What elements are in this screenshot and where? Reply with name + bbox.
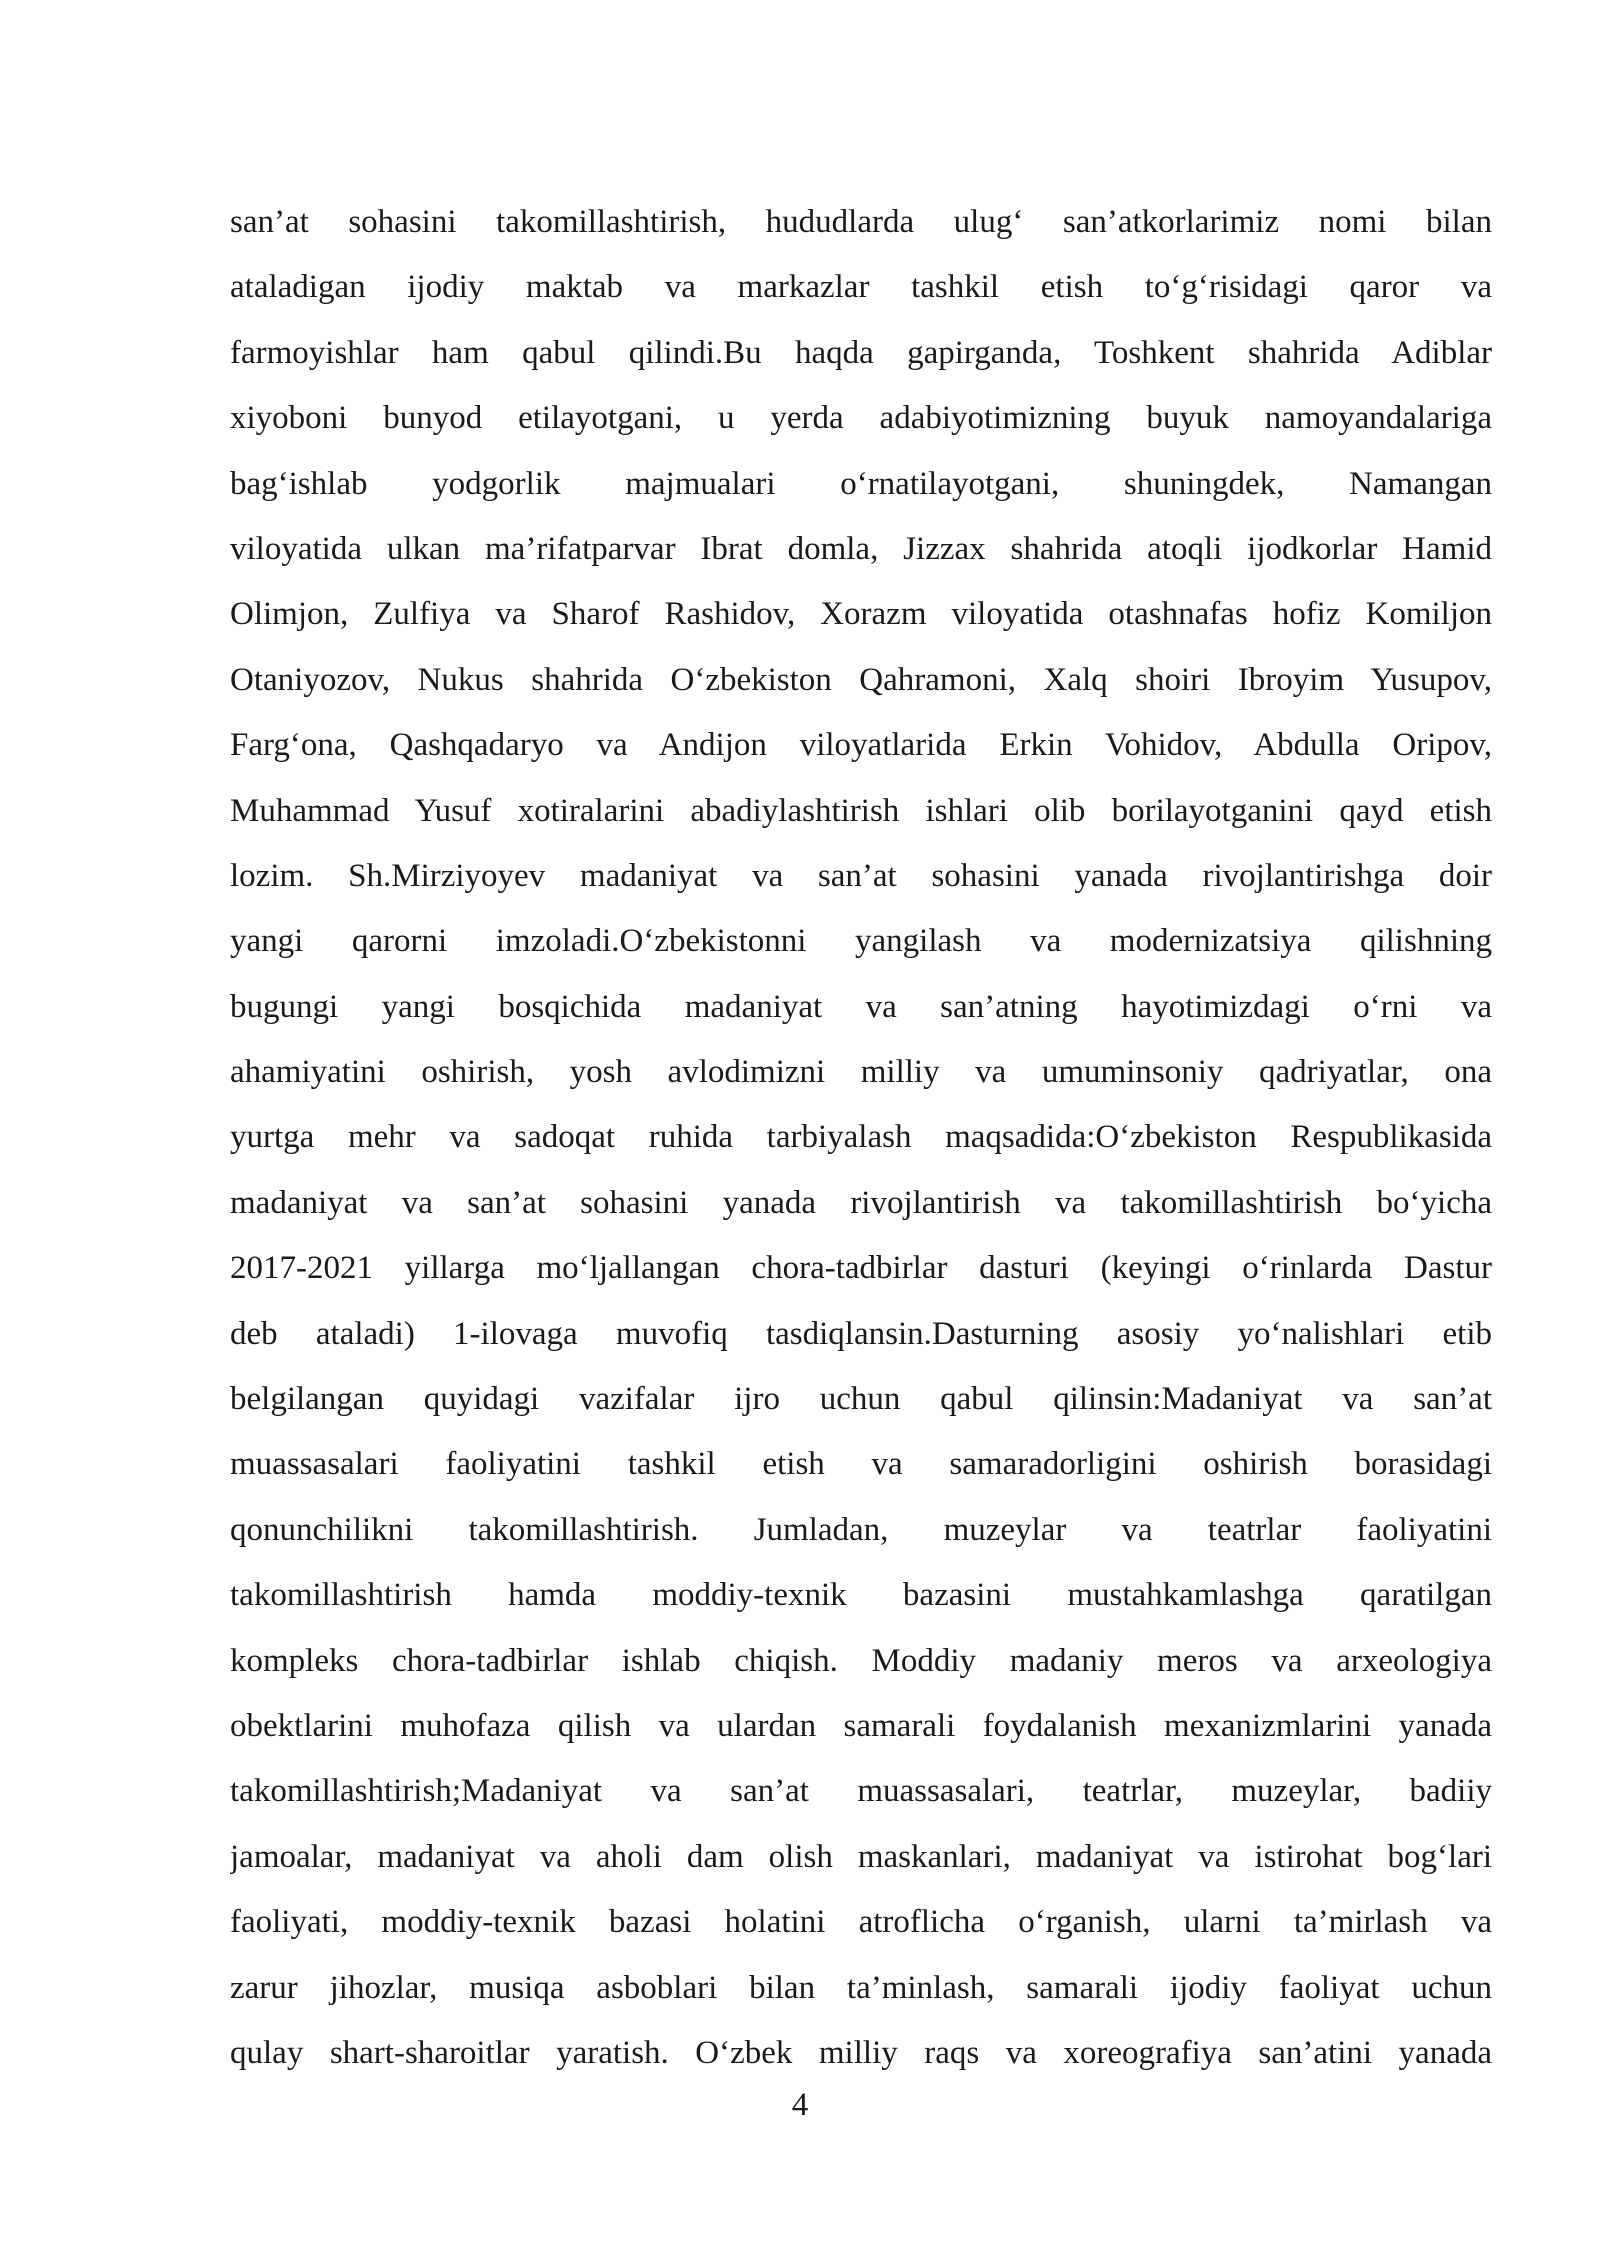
text-line: yangi qarorni imzoladi.O‘zbekistonni yangilash va modernizatsiya qilishning xyxy=(230,923,1492,960)
text-line: farmoyishlar ham qabul qilindi.Bu haqda gapirganda, Toshkent shahrida Adiblar xyxy=(230,334,1492,371)
text-line: qonunchilikni takomillashtirish. Jumladan, muzeylar va teatrlar faoliyatini xyxy=(230,1511,1492,1548)
text-line: madaniyat va san’at sohasini yanada rivojlantirish va takomillashtirish bo‘yicha xyxy=(230,1184,1492,1221)
text-line: muassasalari faoliyatini tashkil etish va samaradorligini oshirish borasidagi xyxy=(230,1446,1492,1483)
text-line: jamoalar, madaniyat va aholi dam olish maskanlari, madaniyat va istirohat bog‘lari xyxy=(230,1838,1492,1875)
page-number: 4 xyxy=(791,2087,809,2123)
text-line: obektlarini muhofaza qilish va ulardan samarali foydalanish mexanizmlarini yanada xyxy=(230,1707,1492,1744)
text-line: Farg‘ona, Qashqadaryo va Andijon viloyatlarida Erkin Vohidov, Abdulla Oripov, xyxy=(230,727,1492,764)
text-line: 2017-2021 yillarga mo‘ljallangan chora-tadbirlar dasturi (keyingi o‘rinlarda Dastur xyxy=(230,1250,1492,1287)
text-line: takomillashtirish;Madaniyat va san’at muassasalari, teatrlar, muzeylar, badiiy xyxy=(230,1773,1492,1810)
text-line: bugungi yangi bosqichida madaniyat va san’atning hayotimizdagi o‘rni va xyxy=(230,988,1492,1025)
text-line: viloyatida ulkan ma’rifatparvar Ibrat domla, Jizzax shahrida atoqli ijodkorlar Hamid xyxy=(230,530,1492,567)
text-line: zarur jihozlar, musiqa asboblari bilan ta’minlash, samarali ijodiy faoliyat uchun xyxy=(230,1969,1492,2006)
text-line: ataladigan ijodiy maktab va markazlar tashkil etish to‘g‘risidagi qaror va xyxy=(230,269,1492,306)
text-line: kompleks chora-tadbirlar ishlab chiqish. Moddiy madaniy meros va arxeologiya xyxy=(230,1642,1492,1679)
text-line: Olimjon, Zulfiya va Sharof Rashidov, Xorazm viloyatida otashnafas hofiz Komiljon xyxy=(230,596,1492,633)
text-line: yurtga mehr va sadoqat ruhida tarbiyalash maqsadida:O‘zbekiston Respublikasida xyxy=(230,1119,1492,1156)
text-line: Otaniyozov, Nukus shahrida O‘zbekiston Qahramoni, Xalq shoiri Ibroyim Yusupov, xyxy=(230,661,1492,698)
text-line: san’at sohasini takomillashtirish, hududlarda ulug‘ san’atkorlarimiz nomi bilan xyxy=(230,204,1492,240)
text-line: ahamiyatini oshirish, yosh avlodimizni milliy va umuminsoniy qadriyatlar, ona xyxy=(230,1054,1492,1091)
text-line: qulay shart-sharoitlar yaratish. O‘zbek milliy raqs va xoreografiya san’atini yanada xyxy=(230,2034,1492,2071)
text-line: deb ataladi) 1-ilovaga muvofiq tasdiqlansin.Dasturning asosiy yo‘nalishlari etib xyxy=(230,1315,1492,1352)
text-line: lozim. Sh.Mirziyoyev madaniyat va san’at sohasini yanada rivojlantirishga doir xyxy=(230,857,1492,894)
text-line: belgilangan quyidagi vazifalar ijro uchun qabul qilinsin:Madaniyat va san’at xyxy=(230,1381,1492,1418)
text-line: takomillashtirish hamda moddiy-texnik bazasini mustahkamlashga qaratilgan xyxy=(230,1577,1492,1614)
text-line: faoliyati, moddiy-texnik bazasi holatini atroflicha o‘rganish, ularni ta’mirlash va xyxy=(230,1904,1492,1941)
text-line: Muhammad Yusuf xotiralarini abadiylashtirish ishlari olib borilayotganini qayd etish xyxy=(230,792,1492,829)
body-text xyxy=(230,190,1492,2086)
text-line: xiyoboni bunyod etilayotgani, u yerda adabiyotimizning buyuk namoyandalariga xyxy=(230,400,1492,437)
text-line: bag‘ishlab yodgorlik majmualari o‘rnatilayotgani, shuningdek, Namangan xyxy=(230,465,1492,502)
